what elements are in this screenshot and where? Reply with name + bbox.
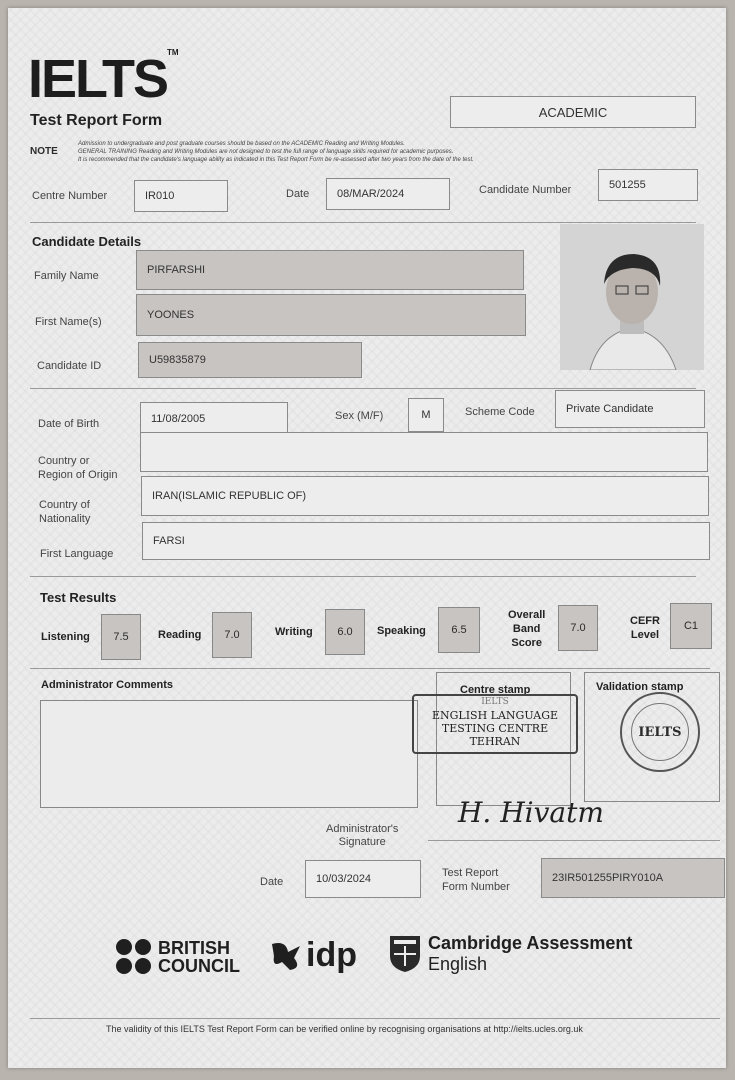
sex-label: Sex (M/F)	[335, 410, 384, 422]
centre-stamp: IELTS ENGLISH LANGUAGE TESTING CENTRE TEHRAN	[412, 694, 578, 754]
reading-label: Reading	[158, 629, 202, 641]
nationality-label: Country of Nationality	[39, 499, 91, 525]
nationality-value: IRAN(ISLAMIC REPUBLIC OF)	[141, 476, 709, 516]
trf-number-label: Test Report Form Number	[442, 867, 510, 893]
cefr-level: C1	[670, 603, 712, 649]
origin-label: Country or Region of Origin	[38, 455, 118, 481]
divider	[30, 576, 696, 577]
dob-label: Date of Birth	[38, 418, 100, 430]
admin-comments-box	[40, 700, 418, 808]
reading-score: 7.0	[212, 612, 252, 658]
cambridge-shield-icon	[388, 934, 422, 974]
centre-number-label: Centre Number	[32, 190, 108, 202]
scheme-code-value: Private Candidate	[555, 390, 705, 428]
note-text: Admission to undergraduate and post graduate courses should be based on the ACADEMIC Reading and Writing Modules. GENERAL TRAINING Reading and Writing Modules are not designed to test the full range of language skills required for academic purposes. It is recommended that the candidate's language ability as indicated in this Test Report Form be re-assessed after two years from the date of the test.	[78, 141, 474, 163]
overall-band-label: Overall Band Score	[508, 609, 546, 649]
listening-score: 7.5	[101, 614, 141, 660]
first-name-value: YOONES	[136, 294, 526, 336]
test-results-heading: Test Results	[40, 590, 117, 605]
first-name-label: First Name(s)	[35, 316, 102, 328]
admin-signature: H. Hivatm	[458, 796, 604, 829]
listening-label: Listening	[41, 631, 90, 643]
origin-value	[140, 432, 708, 472]
british-council-logo: BRITISH COUNCIL	[114, 938, 240, 976]
module-box: ACADEMIC	[450, 96, 696, 128]
divider	[30, 388, 696, 389]
cambridge-logo: Cambridge Assessment English	[388, 933, 632, 975]
ielts-logo: IELTS™	[28, 48, 179, 109]
validity-note: The validity of this IELTS Test Report Form can be verified online by recognising organisations at http://ielts.ucles.org.uk	[106, 1024, 583, 1034]
date-label: Date	[286, 188, 310, 200]
idp-logo: idp	[268, 936, 357, 975]
speaking-label: Speaking	[377, 625, 426, 637]
candidate-number-label: Candidate Number	[479, 184, 572, 196]
centre-stamp-label: Centre stamp	[460, 684, 531, 696]
dob-value: 11/08/2005	[140, 402, 288, 436]
note-label: NOTE	[30, 146, 58, 157]
validation-seal: IELTS	[620, 692, 700, 772]
candidate-details-heading: Candidate Details	[32, 234, 142, 249]
divider	[30, 1018, 720, 1019]
writing-label: Writing	[275, 626, 313, 638]
speaking-score: 6.5	[438, 607, 480, 653]
candidate-id-label: Candidate ID	[37, 360, 102, 372]
divider	[30, 668, 710, 669]
cefr-label: CEFR Level	[630, 615, 660, 641]
family-name-label: Family Name	[34, 270, 99, 282]
writing-score: 6.0	[325, 609, 365, 655]
signature-line	[428, 840, 720, 841]
overall-band-score: 7.0	[558, 605, 598, 651]
issue-date-label: Date	[260, 876, 284, 888]
first-language-value: FARSI	[142, 522, 710, 560]
first-language-label: First Language	[40, 548, 114, 560]
test-report-form	[8, 8, 726, 1068]
issue-date-value: 10/03/2024	[305, 860, 421, 898]
admin-comments-label: Administrator Comments	[41, 679, 174, 691]
portrait-image	[560, 224, 704, 370]
centre-number-value: IR010	[134, 180, 228, 212]
sex-value: M	[408, 398, 444, 432]
candidate-photo	[560, 224, 704, 370]
candidate-number-value: 501255	[598, 169, 698, 201]
divider	[30, 222, 696, 223]
trf-number-value: 23IR501255PIRY010A	[541, 858, 725, 898]
scheme-code-label: Scheme Code	[465, 406, 535, 418]
candidate-id-value: U59835879	[138, 342, 362, 378]
admin-signature-label: Administrator's Signature	[326, 823, 399, 848]
idp-mark-icon	[268, 938, 304, 974]
family-name-value: PIRFARSHI	[136, 250, 524, 290]
form-title: Test Report Form	[30, 112, 163, 129]
validation-stamp-label: Validation stamp	[596, 681, 684, 693]
british-council-dots-icon	[114, 938, 154, 976]
date-value: 08/MAR/2024	[326, 178, 450, 210]
